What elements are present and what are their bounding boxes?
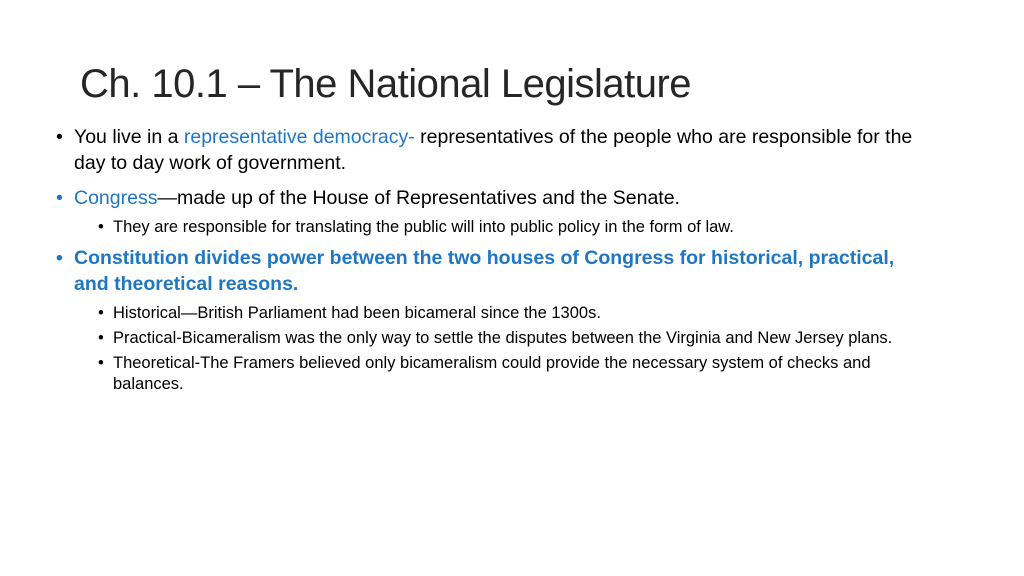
bullet-point-icon: •	[98, 218, 104, 236]
sub-bullet-text: Theoretical-The Framers believed only bicameralism could provide the necessary system of checks and balances.	[113, 354, 871, 393]
term-representative-democracy: representative democracy-	[183, 126, 415, 148]
sub-bullet-text: Practical-Bicameralism was the only way to settle the disputes between the Virginia and New Jersey plans.	[113, 329, 893, 347]
bullet-point-icon: •	[56, 247, 63, 269]
bullet-point-icon: •	[98, 304, 104, 322]
bullet-point-icon: •	[56, 126, 63, 148]
sub-bullet-practical	[56, 328, 916, 349]
bullet-text-rest: —made up of the House of Representatives and the Senate.	[157, 187, 680, 209]
sub-bullet-theoretical	[56, 353, 916, 395]
sub-bullet-text: Historical—British Parliament had been bicameral since the 1300s.	[113, 304, 601, 322]
bullet-text-prefix: You live in a	[74, 126, 184, 148]
bullet-point-icon: •	[56, 187, 63, 209]
bullet-point-icon: •	[98, 329, 104, 347]
bullet-point-icon: •	[98, 354, 104, 372]
sub-bullet-text: They are responsible for translating the public will into public policy in the form of law.	[113, 218, 734, 236]
slide-title: Ch. 10.1 – The National Legislature	[80, 62, 692, 106]
bullet-constitution-divides-power	[56, 245, 916, 297]
sub-bullet-public-policy	[56, 217, 916, 238]
slide-body	[56, 124, 916, 402]
term-congress: Congress	[74, 187, 158, 209]
sub-bullet-historical	[56, 303, 916, 324]
bullet-text-rest: representatives of the people who are responsible for the day to day work of government.	[74, 126, 913, 174]
bullet-text: Constitution divides power between the two houses of Congress for historical, practical, and theoretical reasons.	[74, 247, 895, 295]
bullet-representative-democracy	[56, 124, 916, 176]
bullet-congress	[56, 185, 916, 211]
